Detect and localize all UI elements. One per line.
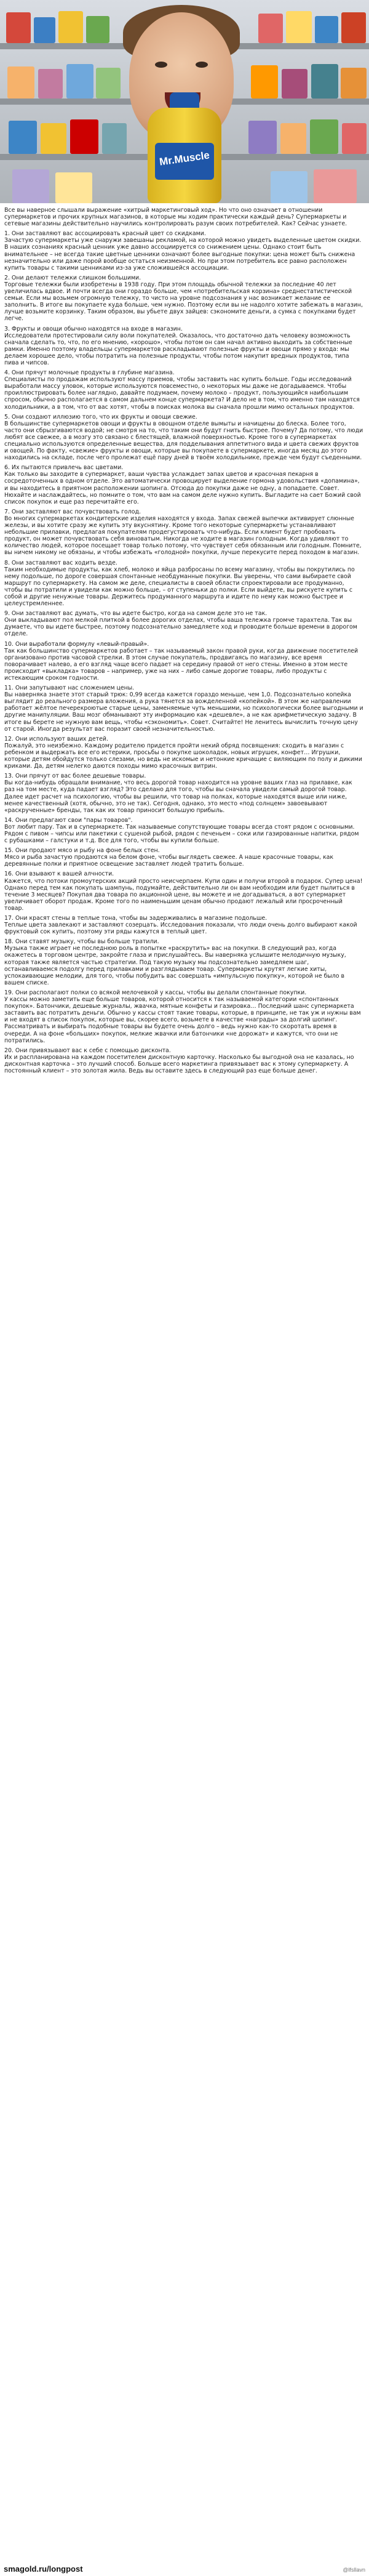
item-title: 13. Они прячут от вас более дешевые товары.	[4, 773, 146, 780]
site-watermark[interactable]: smagold.ru/longpost	[4, 2564, 83, 2574]
list-item	[4, 369, 363, 411]
item-body: Торговые тележки были изобретены в 1938 году. При этом площадь обычной тележки за последние 40 лет увеличилась вдвое. И почти всегда они гораздо больше, чем «потребительская корзина» среднестатистической семьи. Если мы возьмем огромную тележку, то чисто на уровне подсознания у нас возникает желание ее заполнить. В итоге вы покупаете куда больше, чем нужно. Поэтому если вы не надолго хотите забежать в магазин, лучше возьмите корзинку. Таким образом, вы убьете двух зайцев: сэкономите деньги, а сумка с покупками будет легче.	[4, 281, 363, 323]
list-item	[4, 509, 363, 557]
item-title: 12. Они используют ваших детей.	[4, 735, 108, 743]
list-item	[4, 230, 363, 272]
shelf-product	[86, 16, 109, 43]
item-title: 16. Они взывают к вашей алчности.	[4, 871, 114, 878]
shelf-product	[70, 119, 98, 154]
list-item	[4, 989, 363, 1044]
item-title: 15. Они продают мясо и рыбу на фоне белых стен.	[4, 847, 160, 855]
item-body: Их и распланирована на каждом посетителем дисконтную карточку. Насколько бы выгодной она не казалась, но дисконтная карточка – это лучший способ. Больше всего маркетинга привязывает вас к этому супермаркету. А постоянный клиент – это золотая жила. Ведь вы оставите здесь в следующий раз еще больше денег.	[4, 1053, 354, 1074]
list-item	[4, 773, 363, 814]
item-body: Мясо и рыба зачастую продаются на белом фоне, чтобы выглядеть свежее. А наше красочные товары, как деревянные полки и приятное освещение заставляет людей тратить больше.	[4, 854, 334, 868]
shelf-product	[314, 169, 357, 203]
shelf-product	[311, 64, 338, 99]
item-title: 11. Они запутывают нас сложением цены.	[4, 685, 135, 692]
shelf-product	[280, 123, 306, 154]
item-body: Они выкладывают пол мелкой плиткой в более дорогих отделах, чтобы ваша тележка громче тарахтела. Так вы думаете, что вы идете быстрее, поэтому подсознательно замедляете ход и проводите больше времени в дорогом отделе.	[4, 617, 357, 638]
item-body: Вы когда-нибудь обращали внимание, что весь дорогой товар находится на уровне ваших глаз на прилавке, как раз на том месте, куда падает взгляд? Это сделано для того, чтобы вы сначала увидели самый дорогой товар. Далее идет расчет на психологию, чтобы вы решили, что товар на полках, которые находятся выше или ниже, менее качественный (хотя, обычно, это не так). Сегодня, однако, это место «под солнцем» завоевывают «раскрученные» бренды, так как их товар приносит большую прибыль.	[4, 779, 352, 814]
list-item	[4, 414, 363, 462]
item-body: Как только вы заходите в супермаркет, ваши чувства услаждает запах цветов и красочная пекарня в сосредоточенных в одном отделе. Это автоматически провоцирует выделение гормона удовольствия «допамина», и вы находитесь в приятном расположении шопинга. Отсюда до покупки даже не одну, а попадаете. Совет. Нюхайте и наслаждайтесь, но помните о том, что вам на самом деле нужно купить. Выгладите на сает Божий свой список покупок и еще раз перечитайте его.	[4, 471, 361, 505]
item-body: Пожалуй, это неизбежно. Каждому родителю придется пройти некий обряд посвящения: сходить в магазин с ребенком и выдержать все его истерики, просьбы о покупке шоколадок, новых игрушек, конфет… Игрушки, которые детям обойдутся только слезами, но ведь не искомые и нетонкие кричащие с виляющим по полу и дикими криками. Да, детям нелегко даются походы мимо красочных витрин.	[4, 742, 362, 770]
shelf-product	[271, 171, 308, 203]
list-item	[4, 610, 363, 637]
list-item	[4, 685, 363, 733]
item-title: 18. Они ставят музыку, чтобы вы больше тратили.	[4, 938, 159, 946]
shelf-product	[9, 121, 37, 154]
footer	[0, 2562, 369, 2576]
item-body: Во многих супермаркетах кондитерские изделия находятся у входа. Запах свежей выпечки активирует слюнные железы, и вы хотите сразу же купить эту вкуснятину. Кроме того некоторые супермаркеты устанавливают небольшие прилавки, предлагая покупателям продегустировать что-нибудь. Если клиент будет пробовать продукт, он может почувствовать себя виноватым. Никогда не ходите в магазин голодным. Когда удивляют то количество людей, которое посещает товар только потому, что чувствует себя обязанным или голодным. Помните, вы ничем никому не обязаны, и чтобы избежать «голодной» покупки, лучше перекусите перед походом в магазин.	[4, 515, 362, 557]
item-title: 2. Они делают тележки слишком большими.	[4, 274, 141, 281]
item-title: 9. Они заставляют вас думать, что вы идете быстро, когда на самом деле это не так.	[4, 610, 268, 618]
shelf-product	[282, 69, 308, 99]
item-body: У кассы можно заметить еще больше товаров, которой относится к так называемой категории «спонтанных покупок». Батончики, дешевые журналы, жвачка, мятные конфеты и газировка… Последний шанс супермаркета заставить вас потратить деньги. Обычно у кассы стоят такие товары, которые, в принципе, не так уж и нужны вам и не входят в список покупок, которые вы, скорее всего, возьмете в качестве «награды» за долгий шопинг. Рассматривать и выбирать подобные товары вы будете очень долго – ведь нужно как-то скоротать время в очереди. А на фоне «больших» покупок, мелкие жвачки или батончики «не дорожат» и кажутся, что они не потратились.	[4, 996, 361, 1044]
shelf-product	[258, 14, 283, 43]
article-body	[4, 207, 363, 1077]
shelf-product	[341, 12, 366, 43]
item-title: 20. Они привязывают вас к себе с помощью дисконта.	[4, 1047, 171, 1054]
shelf-product	[96, 68, 121, 99]
item-body: Так как большинство супермаркетов работает – так называемый закон правой руки, когда движение посетителей организовано против часовой стрелки. В этом случае покупатель, продвигаясь по магазину, все время поворачивает налево, а его взгляд чаще всего падает на середину правой от него стены. Именно в этом месте происходит «выкладка» товаров – например, уже на них – либо самые дорогие товары, либо продукты с истекающим сроком годности.	[4, 647, 359, 682]
article-items	[4, 230, 363, 1074]
item-title: 19. Они располагают полки со всякой мелочевкой у кассы, чтобы вы делали спонтанные покупки.	[4, 989, 307, 996]
list-item	[4, 560, 363, 608]
list-item	[4, 817, 363, 844]
item-body: Зачастую супермаркеты уже снаружи завешаны рекламой, на которой можно увидеть выделенные цветом скидки. В наших сознаниях красный ценник уже давно ассоциируется со снижением цены. Однако стоит быть внимательнее – не всегда такие цветные ценники означают более выгодные покупки: цена может быть снижена незначительно или даже порой вообще остаться неизменной. Но при этом потребитель все равно расположен купить товары с такими ценниками из-за уже сложившейся ассоциации.	[4, 237, 362, 272]
item-title: 7. Они заставляют вас почувствовать голод.	[4, 508, 141, 515]
item-title: 6. Их пытаются привлечь вас цветами.	[4, 464, 124, 472]
article-intro: Все вы наверное слышали выражение «хитрый маркетинговый ход». Но что оно означает в отношении супермаркетов и прочих крупных магазинов, в которые мы ходим практически каждый день? Супермаркеты и сетевые магазины действительно научились контролировать разум своих потребителей. Как? Сейчас узнаете.	[4, 207, 347, 228]
list-item	[4, 938, 363, 986]
item-title: 3. Фрукты и овощи обычно находятся на входе в магазин.	[4, 325, 183, 332]
item-title: 5. Они создают иллюзию того, что их фрукты и овощи свежие.	[4, 413, 197, 421]
item-body: Таким необходимые продукты, как хлеб, молоко и яйца разбросаны по всему магазину, чтобы вы покрутились по нему подольше, по дороге совершая спонтанные необдуманные покупки. Вы уверены, что сами выбираете свой маршрут по супермаркету. На самом же деле, специалисты в своей области спроектировали все продуманно, чтобы вы потратили и увидели как можно больше, – от ступеньки до полки. Если выйдете, вы рискуете купить с собой и другие ненужные товары. Держитесь продуманного маршрута и идите по нему как можно быстрее и целеустремленнее.	[4, 566, 355, 608]
shelf-product	[310, 119, 338, 154]
shelf-product	[66, 64, 93, 99]
shelf-product	[341, 68, 367, 99]
shelf-product	[55, 172, 92, 203]
list-item	[4, 275, 363, 323]
person-eye	[196, 62, 208, 68]
item-title: 17. Они красят стены в теплые тона, чтобы вы задерживались в магазине подольше.	[4, 915, 268, 922]
item-body: Специалисты по продажам используют массу приемов, чтобы заставить нас купить больше. Годы исследований выработали массу уловок, которые используются повсеместно, о некоторых мы даже не догадываемся. Чтобы проиллюстрировать более наглядно, давайте подумаем, почему молоко – продукт, пользующийся наибольшим спросом, обычно располагается в самом дальнем конце супермаркета? И дело не в том, что именно там находятся холодильники, а в том, что от вас хотят, чтобы в поисках молока вы сначала прошли мимо остальных продуктов.	[4, 376, 360, 411]
item-body: Музыка также играет не последнюю роль в попытке «раскрутить» вас на покупки. В следующий раз, когда окажетесь в торговом центре, закройте глаза и прислушайтесь. Вы наверняка услышите мелодичную музыку, которая также является частью стратегии. Под такую музыку мы подсознательно замедляем шаг, останавливаемся подолгу перед прилавками и разглядываем товар. Супермаркеты крутят легкие хиты, успокаивающие мелодии, для того, чтобы побудить вас совершать «импульсную покупку», которой не было в вашем списке.	[4, 945, 346, 986]
list-item	[4, 915, 363, 935]
item-body: Вот любит пару. Так и в супермаркете. Так называемые сопутствующие товары всегда стоят рядом с основными. Рядом с пивом – чипсы или пакетики с сушеной рыбой, рядом с печеньем – соки или газированные напитки, рядом с рубашками – галстуки и т.д. Все для того, чтобы вы купили больше.	[4, 823, 359, 845]
shelf-product	[34, 17, 55, 43]
item-title: 8. Они заставляют вас ходить везде.	[4, 559, 117, 566]
shelf-product	[7, 66, 34, 99]
shelf-product	[286, 11, 312, 43]
shelf-product	[248, 121, 277, 154]
list-item	[4, 847, 363, 867]
list-item	[4, 871, 363, 912]
shelf-product	[58, 11, 83, 43]
list-item	[4, 326, 363, 367]
item-body: Вы наверняка знаете этот старый трюк: 0,99 всегда кажется гораздо меньше, чем 1,0. Подсознательно копейка выглядит до реального размера вложения, а рука тянется за вожделенной «копейкой». В этом же направлении работает жёлтое печерекроютые старые цены, заменяемые чуть меньшими, но психологически более выгодными и другие манипуляции. Ваш мозг обманывают эту информацию как «дешевле», а не как арифметическую задачу. В итоге вы берете не нужную вам вещь, чтобы «сэкономить». Совет. Считайте! Не ленитесь вычислить точную цену от старой. Иногда результат вас поразит своей незначительностью.	[4, 691, 363, 733]
item-body: Теплые цвета завлекают и заставляют созерцать. Исследования показали, что люди очень долго выбирают какой фруктовый сок купить, поэтому эти ряды кажутся в теплый цвет.	[4, 922, 357, 936]
item-body: В большинстве супермаркетов овощи и фрукты в овощном отделе вымыты и начищены до блеска. Более того, часто они сбрызгиваются водой; не смотря на то, что таким они будут гнить быстрее. Почему? Да потому, что люди любят все свежее, а в мозгу это связано с блестящей, влажной поверхностью. Кроме того в супермаркетах специально используются определенные вещества, для подделывания аппетитного вида и цвета свежих фруктов и овощей. По факту, «свежие» фрукты и овощи, которые вы покупаете в супермаркете, иногда месяц до этого находились на складе, после чего пролежат ещё пару дней в твоём холодильнике, прежде чем будут съеденными.	[4, 420, 363, 462]
shelf-product	[251, 65, 278, 99]
shelf-product	[6, 12, 31, 43]
list-item	[4, 464, 363, 505]
list-item	[4, 641, 363, 682]
person-eye	[155, 62, 167, 68]
list-item	[4, 736, 363, 770]
shelf-product	[315, 16, 338, 43]
item-title: 14. Они предлагают свои "пары товаров".	[4, 816, 133, 824]
list-item	[4, 1047, 363, 1074]
shelf-product	[41, 123, 66, 154]
header-photo	[0, 0, 369, 203]
item-title: 4. Они прячут молочные продукты в глубине магазина.	[4, 369, 175, 377]
item-title: 1. Они заставляют вас ассоциировать красный цвет со скидками.	[4, 230, 206, 238]
shelf-product	[38, 69, 63, 99]
bottle-brand-text: Mr.Muscle	[158, 149, 210, 168]
shelf-product	[342, 123, 367, 154]
shelf-product	[102, 123, 127, 154]
item-body: Исследователи протестировали силу воли покупателей. Оказалось, что достаточно дать человеку возможность сначала сделать то, что, по его мнению, «хорошо», чтобы потом он сам начал активно выходить за собственные рамки. Именно поэтому владельцы супермаркетов раскладывают полезные фрукты и овощи прямо у входа: мы делаем хорошее дело, чтобы потратить на полезные продукты, чтобы потом накупит вредных продуктов, типа пива и чипсов.	[4, 332, 352, 366]
item-title: 10. Они выработали формулу «левый-правый».	[4, 640, 149, 648]
author-credit: @lfsllavn	[343, 2567, 365, 2573]
item-body: Кажется, что потоки промоутерских акций просто неисчерпаем. Купи один и получи второй в подарок. Супер цена! Однако перед тем как покупать шампунь, подумайте, действительно ли он вам необходим или будет пылиться в течение 3 месяцев? Покупая два товара по акционной цене, вы можете и не догадываться, а вот супермаркет увеличивает оборот продаж. Кроме того по наименьшим ценам обычно продают лежалый или просроченный товар.	[4, 877, 363, 912]
shelf-product	[12, 169, 49, 203]
